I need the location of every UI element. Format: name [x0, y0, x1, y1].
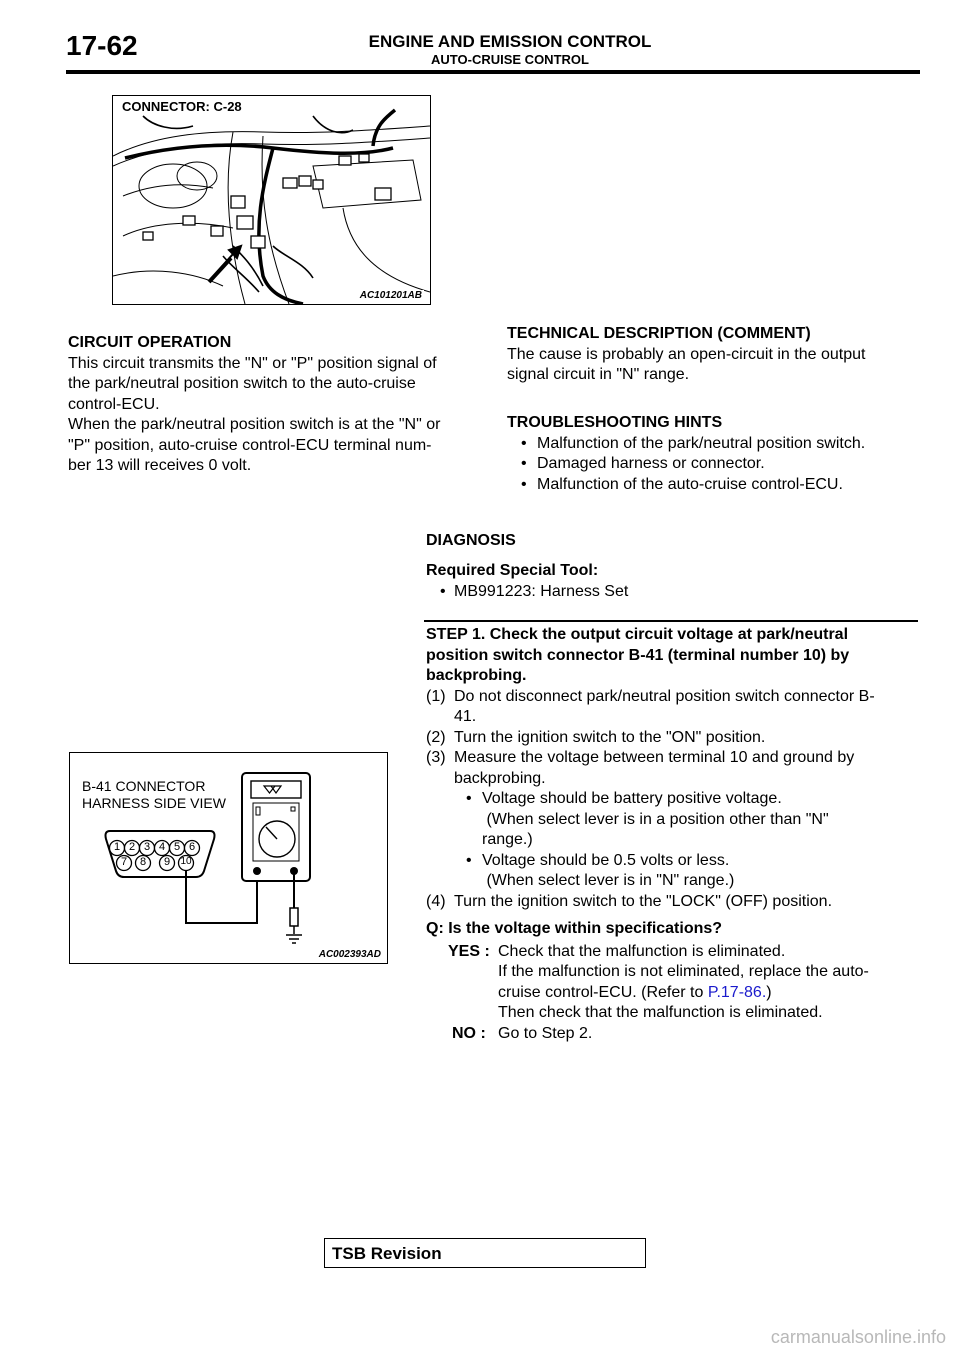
pin-label: 9	[163, 856, 171, 868]
yes-text: cruise control-ECU. (Refer to	[498, 983, 708, 1001]
circuit-operation-line: This circuit transmits the "N" or "P" position signal of	[68, 354, 437, 372]
yes-text: Then check that the malfunction is eliminated.	[498, 1004, 823, 1021]
step-item-text: Turn the ignition switch to the "LOCK" (OFF) position.	[454, 892, 833, 910]
step-divider	[424, 620, 918, 622]
step-item-number: (2)	[426, 728, 446, 746]
pin-label: 3	[143, 841, 151, 853]
yes-answer	[426, 942, 922, 1024]
technical-description-line: The cause is probably an open-circuit in the output	[507, 345, 866, 363]
ground-icon	[286, 935, 302, 943]
no-text: Go to Step 2.	[498, 1024, 593, 1042]
connector-label: CONNECTOR: C-28	[122, 99, 242, 114]
diagnosis-heading: DIAGNOSIS	[426, 532, 516, 549]
troubleshooting-item: • Damaged harness or connector.	[507, 454, 927, 475]
pin-label: 5	[173, 841, 181, 853]
circuit-operation-line: control-ECU.	[68, 395, 160, 413]
yes-text: Check that the malfunction is eliminated.	[498, 942, 786, 960]
special-tool-item: • MB991223: Harness Set	[426, 582, 906, 603]
step-1-title: position switch connector B-41 (terminal number 10) by	[426, 646, 850, 664]
step-item-text: Measure the voltage between terminal 10 and ground by	[454, 749, 855, 766]
yes-text-with-link	[498, 983, 922, 1004]
step-item	[426, 687, 922, 728]
pin-label: 6	[188, 841, 196, 853]
voltage-spec-list	[426, 789, 922, 892]
voltage-spec-note: range.)	[482, 831, 533, 848]
no-label: NO :	[452, 1024, 486, 1042]
circuit-operation-line: ber 13 will receives 0 volt.	[68, 457, 252, 474]
step-item-text: 41.	[454, 708, 477, 725]
circuit-operation-line: When the park/neutral position switch is at the "N" or	[68, 416, 441, 433]
page-number: 17-62	[66, 30, 138, 61]
pin-label: 4	[158, 841, 166, 853]
section-title: ENGINE AND EMISSION CONTROL	[368, 32, 652, 51]
troubleshooting-heading: TROUBLESHOOTING HINTS	[507, 414, 723, 431]
voltage-spec: • Voltage should be 0.5 volts or less.	[452, 851, 922, 872]
step-item-text: Turn the ignition switch to the "ON" position.	[454, 728, 766, 746]
connector-figure-label-line: B-41 CONNECTOR	[82, 778, 206, 794]
connector-voltmeter-figure	[69, 752, 388, 964]
no-answer	[426, 1024, 922, 1045]
step-item	[426, 892, 922, 913]
technical-description-line: signal circuit in "N" range.	[507, 366, 690, 383]
pin-label: 1	[113, 841, 121, 853]
yes-label: YES :	[448, 942, 490, 960]
troubleshooting-section	[507, 413, 927, 495]
special-tool-section	[426, 561, 906, 602]
site-watermark: carmanualsonline.info	[770, 1327, 946, 1347]
technical-description-heading: TECHNICAL DESCRIPTION (COMMENT)	[507, 325, 811, 342]
step-item	[426, 748, 922, 789]
step-item-number: (4)	[426, 892, 446, 910]
figure-code: AC002393AD	[318, 949, 381, 960]
voltage-spec-note: (When select lever is in a position other than "N"	[482, 810, 829, 828]
step-1-title: backprobing.	[426, 667, 527, 684]
step-1-section	[426, 625, 922, 1044]
connector-location-figure	[112, 95, 431, 305]
pin-label: 8	[139, 856, 147, 868]
circuit-operation-line: the park/neutral position switch to the auto-cruise	[68, 375, 416, 392]
pin-label: 7	[120, 856, 128, 868]
step-item-text: backprobing.	[454, 769, 546, 787]
voltage-spec: • Voltage should be battery positive voltage.	[452, 789, 922, 810]
special-tool-heading: Required Special Tool:	[426, 562, 599, 579]
yes-text: )	[766, 983, 772, 1001]
pin-label: 2	[128, 841, 136, 853]
step-question: Q: Is the voltage within specifications?	[426, 920, 723, 937]
step-item-text: Do not disconnect park/neutral position switch connector B-	[454, 687, 875, 705]
header-rule	[66, 70, 920, 74]
circuit-operation-section	[68, 333, 488, 477]
step-item-number: (3)	[426, 749, 446, 766]
section-subtitle: AUTO-CRUISE CONTROL	[431, 52, 589, 67]
troubleshooting-item: • Malfunction of the park/neutral position switch.	[507, 434, 927, 455]
pin-label: 10	[180, 856, 192, 867]
circuit-operation-line: "P" position, auto-cruise control-ECU terminal num-	[68, 436, 432, 454]
step-1-title: STEP 1. Check the output circuit voltage at park/neutral	[426, 626, 849, 643]
connector-figure-label-line: HARNESS SIDE VIEW	[82, 795, 226, 811]
dashboard-wiring-illustration	[113, 96, 430, 304]
circuit-operation-heading: CIRCUIT OPERATION	[68, 334, 232, 351]
step-item	[426, 728, 922, 749]
tsb-revision-label: TSB Revision	[332, 1244, 442, 1263]
technical-description-section	[507, 324, 927, 386]
voltage-spec-note: (When select lever is in "N" range.)	[482, 872, 735, 889]
page-reference-link[interactable]: P.17-86.	[707, 983, 767, 1001]
figure-code: AC101201AB	[359, 290, 422, 301]
step-item-number: (1)	[426, 687, 446, 705]
yes-text: If the malfunction is not eliminated, replace the auto-	[498, 963, 869, 980]
troubleshooting-item: • Malfunction of the auto-cruise control-ECU.	[507, 475, 927, 496]
